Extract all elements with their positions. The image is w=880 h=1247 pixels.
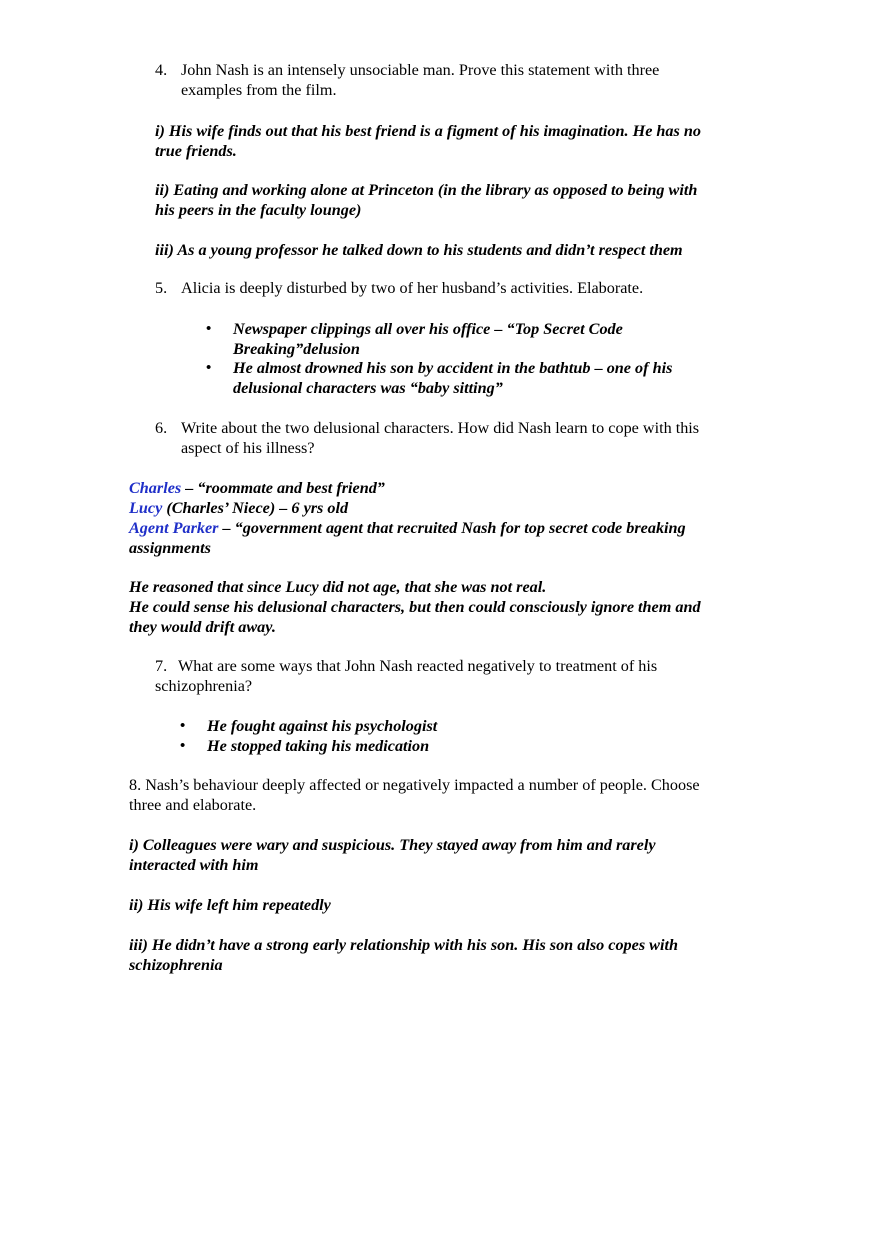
bullet-icon: • bbox=[180, 738, 186, 754]
q8-answer-3-line2: schizophrenia bbox=[129, 956, 223, 974]
q5-bullet-2-line2: delusional characters was “baby sitting” bbox=[233, 379, 503, 397]
q6-question-line1: Write about the two delusional characters. How did Nash learn to cope with this bbox=[181, 419, 700, 437]
q5-number: 5. bbox=[155, 279, 168, 297]
q4-answer-1-line2: true friends. bbox=[155, 142, 237, 160]
character-desc: – “roommate and best friend” bbox=[181, 479, 385, 497]
bullet-icon: • bbox=[206, 321, 212, 337]
character-name: Charles bbox=[129, 479, 182, 497]
q6-coping-line3: they would drift away. bbox=[129, 618, 276, 636]
q6-coping-line1: He reasoned that since Lucy did not age, that she was not real. bbox=[129, 578, 547, 596]
q7-question-line1: What are some ways that John Nash reacted negatively to treatment of his bbox=[178, 657, 658, 675]
q5-bullet-1-line1: Newspaper clippings all over his office – “Top Secret Code bbox=[233, 320, 623, 338]
q4-answer-2-line1: ii) Eating and working alone at Princeton (in the library as opposed to being with bbox=[155, 181, 698, 199]
q5-question: Alicia is deeply disturbed by two of her husband’s activities. Elaborate. bbox=[181, 279, 644, 297]
character-name: Agent Parker bbox=[129, 519, 219, 537]
q7-bullet-1: He fought against his psychologist bbox=[207, 717, 438, 735]
q7-question-line2: schizophrenia? bbox=[155, 677, 253, 695]
q7-number: 7. bbox=[155, 657, 168, 675]
q8-question-line1: 8. Nash’s behaviour deeply affected or negatively impacted a number of people. Choose bbox=[129, 776, 700, 794]
q7-bullet-2: He stopped taking his medication bbox=[207, 737, 430, 755]
bullet-icon: • bbox=[180, 718, 186, 734]
q4-number: 4. bbox=[155, 61, 168, 79]
q8-answer-1-line2: interacted with him bbox=[129, 856, 259, 874]
character-name: Lucy bbox=[129, 499, 163, 517]
q4-question-line2: examples from the film. bbox=[181, 81, 337, 99]
q5-bullet-1-line2: Breaking”delusion bbox=[233, 340, 360, 358]
bullet-icon: • bbox=[206, 360, 212, 376]
character-agent-parker bbox=[129, 518, 686, 538]
q8-answer-2: ii) His wife left him repeatedly bbox=[129, 896, 331, 914]
q5-bullet-2-line1: He almost drowned his son by accident in the bathtub – one of his bbox=[233, 359, 673, 377]
q4-answer-1-line1: i) His wife finds out that his best friend is a figment of his imagination. He has no bbox=[155, 122, 701, 140]
q6-number: 6. bbox=[155, 419, 168, 437]
character-desc: (Charles’ Niece) – 6 yrs old bbox=[162, 499, 349, 517]
q8-answer-3-line1: iii) He didn’t have a strong early relationship with his son. His son also copes with bbox=[129, 936, 678, 954]
character-charles bbox=[129, 478, 385, 498]
character-agent-parker-line2: assignments bbox=[129, 539, 211, 557]
q4-answer-3: iii) As a young professor he talked down to his students and didn’t respect them bbox=[155, 241, 683, 259]
q4-question-line1: John Nash is an intensely unsociable man. Prove this statement with three bbox=[181, 61, 660, 79]
q4-answer-2-line2: his peers in the faculty lounge) bbox=[155, 201, 362, 219]
q6-question-line2: aspect of his illness? bbox=[181, 439, 315, 457]
character-desc: – “government agent that recruited Nash for top secret code breaking bbox=[218, 519, 686, 537]
character-lucy bbox=[129, 498, 348, 518]
q6-coping-line2: He could sense his delusional characters, but then could consciously ignore them and bbox=[129, 598, 701, 616]
q8-answer-1-line1: i) Colleagues were wary and suspicious. They stayed away from him and rarely bbox=[129, 836, 656, 854]
q8-question-line2: three and elaborate. bbox=[129, 796, 257, 814]
